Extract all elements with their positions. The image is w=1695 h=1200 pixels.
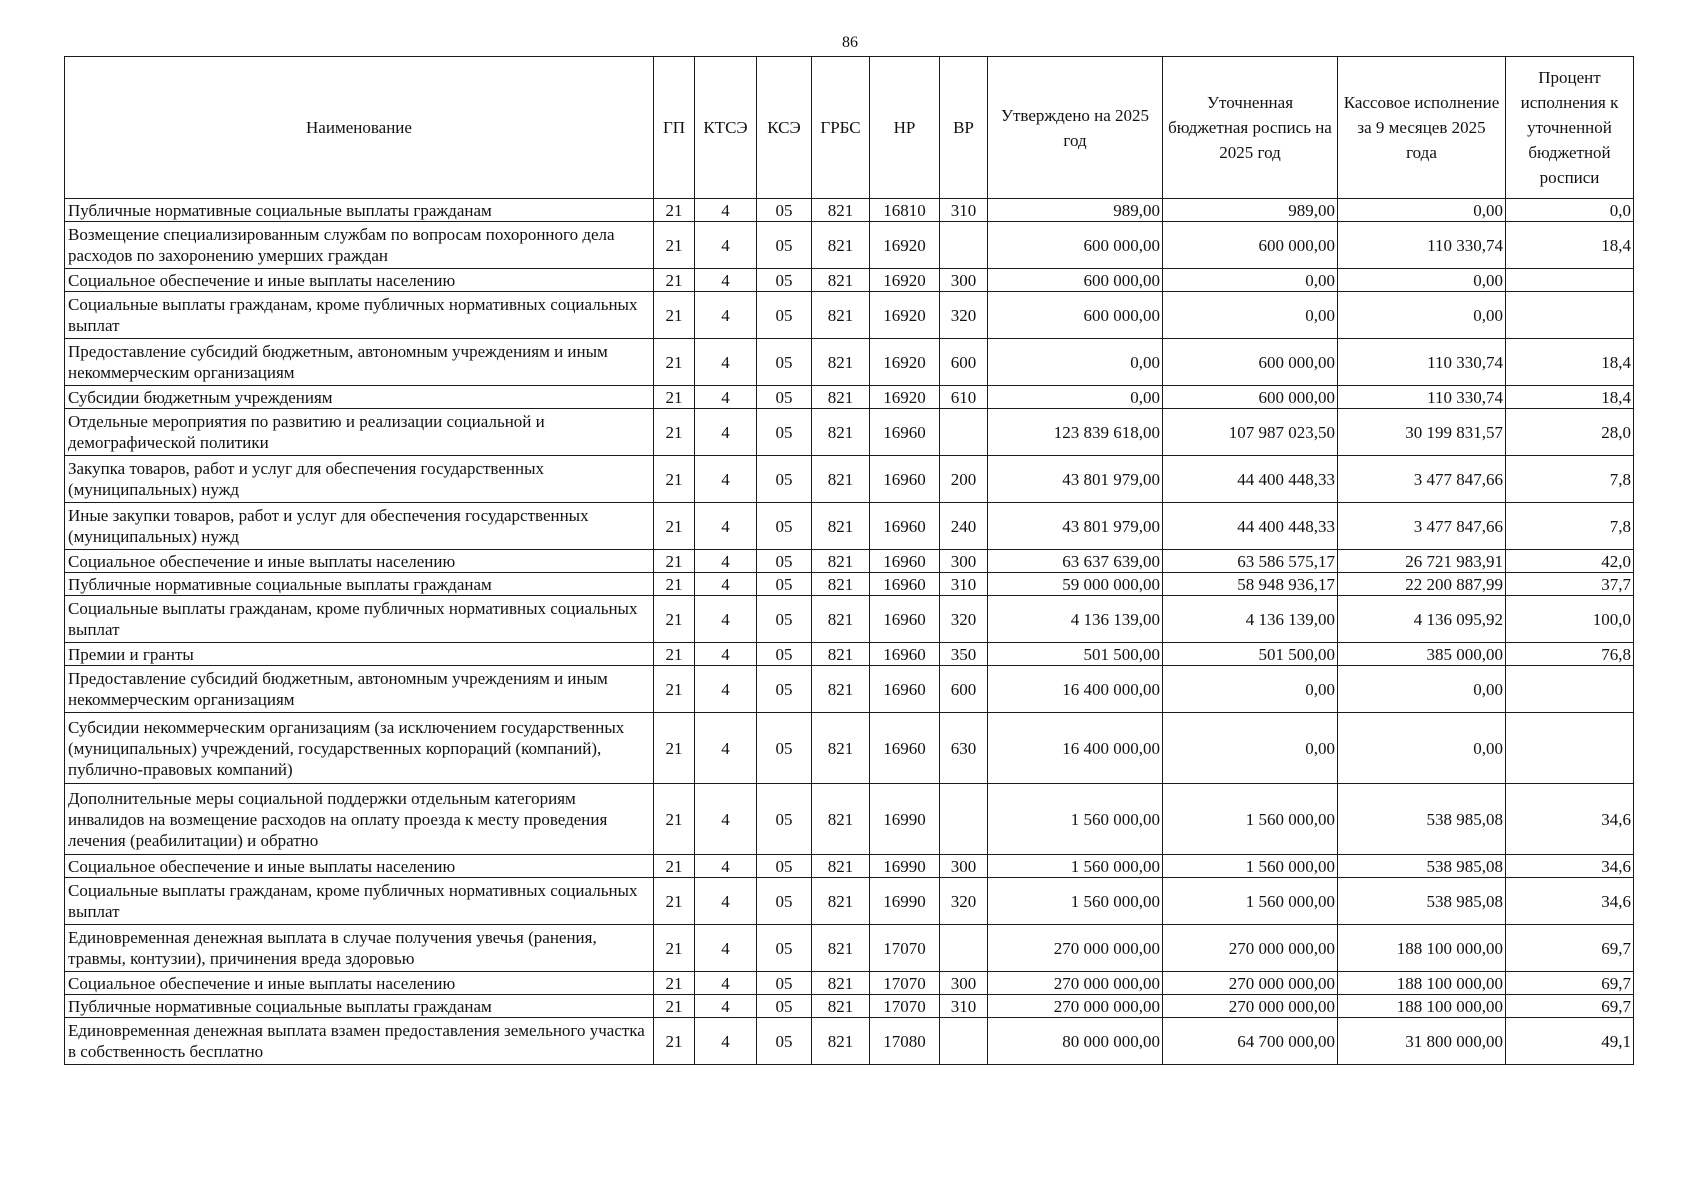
cell-kse: 05 (757, 573, 812, 596)
cell-percent: 18,4 (1506, 339, 1634, 386)
cell-kse: 05 (757, 855, 812, 878)
cell-ktse: 4 (695, 972, 757, 995)
cell-grbs: 821 (812, 925, 870, 972)
cell-refined: 270 000 000,00 (1163, 995, 1338, 1018)
cell-nr: 16920 (870, 222, 940, 269)
cell-vr: 310 (940, 199, 988, 222)
cell-nr: 16960 (870, 503, 940, 550)
cell-percent: 69,7 (1506, 972, 1634, 995)
cell-vr: 300 (940, 972, 988, 995)
cell-refined: 270 000 000,00 (1163, 972, 1338, 995)
cell-name: Предоставление субсидий бюджетным, автономным учреждениям и иным некоммерческим организациям (65, 666, 654, 713)
cell-kse: 05 (757, 666, 812, 713)
cell-nr: 16990 (870, 784, 940, 855)
table-row (65, 222, 1634, 269)
cell-approved: 63 637 639,00 (988, 550, 1163, 573)
cell-grbs: 821 (812, 269, 870, 292)
cell-grbs: 821 (812, 878, 870, 925)
cell-vr: 310 (940, 573, 988, 596)
table-body (65, 199, 1634, 1065)
cell-vr: 240 (940, 503, 988, 550)
table-row (65, 596, 1634, 643)
cell-refined: 600 000,00 (1163, 222, 1338, 269)
cell-gp: 21 (654, 222, 695, 269)
cell-refined: 600 000,00 (1163, 386, 1338, 409)
cell-nr: 16920 (870, 292, 940, 339)
cell-ktse: 4 (695, 1018, 757, 1065)
cell-cash: 110 330,74 (1338, 222, 1506, 269)
cell-approved: 1 560 000,00 (988, 855, 1163, 878)
header-percent: Процент исполнения к уточненной бюджетной росписи (1506, 57, 1634, 199)
cell-nr: 16990 (870, 878, 940, 925)
header-vr: ВР (940, 57, 988, 199)
cell-refined: 270 000 000,00 (1163, 925, 1338, 972)
cell-ktse: 4 (695, 596, 757, 643)
cell-percent: 34,6 (1506, 784, 1634, 855)
cell-grbs: 821 (812, 503, 870, 550)
cell-percent: 69,7 (1506, 995, 1634, 1018)
cell-nr: 16960 (870, 456, 940, 503)
cell-ktse: 4 (695, 409, 757, 456)
cell-refined: 0,00 (1163, 713, 1338, 784)
cell-cash: 30 199 831,57 (1338, 409, 1506, 456)
cell-gp: 21 (654, 550, 695, 573)
cell-kse: 05 (757, 784, 812, 855)
cell-cash: 110 330,74 (1338, 386, 1506, 409)
cell-refined: 1 560 000,00 (1163, 784, 1338, 855)
cell-ktse: 4 (695, 573, 757, 596)
cell-cash: 538 985,08 (1338, 784, 1506, 855)
cell-refined: 501 500,00 (1163, 643, 1338, 666)
cell-kse: 05 (757, 503, 812, 550)
cell-gp: 21 (654, 573, 695, 596)
cell-name: Возмещение специализированным службам по вопросам похоронного дела расходов по захоронению умерших граждан (65, 222, 654, 269)
cell-percent (1506, 269, 1634, 292)
cell-refined: 58 948 936,17 (1163, 573, 1338, 596)
cell-ktse: 4 (695, 386, 757, 409)
cell-gp: 21 (654, 269, 695, 292)
cell-nr: 16960 (870, 713, 940, 784)
cell-vr: 320 (940, 596, 988, 643)
cell-cash: 0,00 (1338, 666, 1506, 713)
cell-refined: 0,00 (1163, 269, 1338, 292)
table-row (65, 573, 1634, 596)
cell-grbs: 821 (812, 339, 870, 386)
cell-approved: 43 801 979,00 (988, 456, 1163, 503)
cell-approved: 123 839 618,00 (988, 409, 1163, 456)
cell-cash: 3 477 847,66 (1338, 456, 1506, 503)
cell-name: Премии и гранты (65, 643, 654, 666)
cell-kse: 05 (757, 550, 812, 573)
cell-gp: 21 (654, 503, 695, 550)
table-row (65, 456, 1634, 503)
table-header-row (65, 57, 1634, 199)
cell-grbs: 821 (812, 456, 870, 503)
table-row (65, 503, 1634, 550)
cell-approved: 16 400 000,00 (988, 666, 1163, 713)
cell-gp: 21 (654, 855, 695, 878)
cell-vr (940, 409, 988, 456)
cell-ktse: 4 (695, 339, 757, 386)
cell-approved: 1 560 000,00 (988, 878, 1163, 925)
cell-cash: 188 100 000,00 (1338, 995, 1506, 1018)
cell-kse: 05 (757, 1018, 812, 1065)
table-row (65, 339, 1634, 386)
cell-vr: 350 (940, 643, 988, 666)
cell-nr: 16960 (870, 596, 940, 643)
cell-kse: 05 (757, 199, 812, 222)
cell-refined: 1 560 000,00 (1163, 878, 1338, 925)
cell-ktse: 4 (695, 222, 757, 269)
cell-name: Единовременная денежная выплата в случае получения увечья (ранения, травмы, контузии), причинения вреда здоровью (65, 925, 654, 972)
cell-percent: 100,0 (1506, 596, 1634, 643)
cell-vr (940, 925, 988, 972)
cell-gp: 21 (654, 456, 695, 503)
cell-cash: 188 100 000,00 (1338, 972, 1506, 995)
cell-nr: 16960 (870, 643, 940, 666)
cell-percent: 49,1 (1506, 1018, 1634, 1065)
cell-vr: 630 (940, 713, 988, 784)
table-row (65, 784, 1634, 855)
cell-nr: 17070 (870, 925, 940, 972)
cell-approved: 0,00 (988, 339, 1163, 386)
cell-grbs: 821 (812, 573, 870, 596)
table-row (65, 199, 1634, 222)
cell-refined: 0,00 (1163, 666, 1338, 713)
cell-gp: 21 (654, 643, 695, 666)
cell-vr: 200 (940, 456, 988, 503)
cell-grbs: 821 (812, 222, 870, 269)
cell-cash: 0,00 (1338, 199, 1506, 222)
cell-gp: 21 (654, 878, 695, 925)
cell-cash: 22 200 887,99 (1338, 573, 1506, 596)
cell-grbs: 821 (812, 972, 870, 995)
cell-percent: 34,6 (1506, 878, 1634, 925)
table-row (65, 713, 1634, 784)
cell-kse: 05 (757, 995, 812, 1018)
cell-vr: 320 (940, 878, 988, 925)
cell-name: Социальные выплаты гражданам, кроме публичных нормативных социальных выплат (65, 878, 654, 925)
cell-name: Отдельные мероприятия по развитию и реализации социальной и демографической политики (65, 409, 654, 456)
cell-percent: 18,4 (1506, 386, 1634, 409)
cell-grbs: 821 (812, 713, 870, 784)
cell-grbs: 821 (812, 1018, 870, 1065)
cell-kse: 05 (757, 878, 812, 925)
cell-percent (1506, 666, 1634, 713)
cell-vr: 600 (940, 339, 988, 386)
cell-kse: 05 (757, 339, 812, 386)
table-row (65, 878, 1634, 925)
table-row (65, 292, 1634, 339)
cell-nr: 16810 (870, 199, 940, 222)
cell-gp: 21 (654, 409, 695, 456)
cell-grbs: 821 (812, 292, 870, 339)
table-row (65, 409, 1634, 456)
header-nr: НР (870, 57, 940, 199)
cell-approved: 1 560 000,00 (988, 784, 1163, 855)
cell-name: Предоставление субсидий бюджетным, автономным учреждениям и иным некоммерческим организациям (65, 339, 654, 386)
cell-kse: 05 (757, 643, 812, 666)
cell-name: Субсидии некоммерческим организациям (за исключением государственных (муниципальных) учреждений, государственных корпораций (компаний), публично-правовых компаний) (65, 713, 654, 784)
cell-cash: 31 800 000,00 (1338, 1018, 1506, 1065)
cell-name: Субсидии бюджетным учреждениям (65, 386, 654, 409)
table-row (65, 995, 1634, 1018)
cell-gp: 21 (654, 596, 695, 643)
cell-nr: 16960 (870, 666, 940, 713)
cell-cash: 3 477 847,66 (1338, 503, 1506, 550)
page-number: 86 (842, 34, 858, 51)
cell-ktse: 4 (695, 292, 757, 339)
cell-refined: 989,00 (1163, 199, 1338, 222)
table-row (65, 550, 1634, 573)
header-ktse: КТСЭ (695, 57, 757, 199)
cell-grbs: 821 (812, 643, 870, 666)
cell-vr: 300 (940, 855, 988, 878)
table-row (65, 1018, 1634, 1065)
cell-percent: 28,0 (1506, 409, 1634, 456)
cell-percent: 7,8 (1506, 456, 1634, 503)
cell-grbs: 821 (812, 784, 870, 855)
cell-percent: 42,0 (1506, 550, 1634, 573)
cell-kse: 05 (757, 713, 812, 784)
cell-vr: 610 (940, 386, 988, 409)
cell-kse: 05 (757, 292, 812, 339)
cell-approved: 4 136 139,00 (988, 596, 1163, 643)
cell-approved: 80 000 000,00 (988, 1018, 1163, 1065)
cell-cash: 538 985,08 (1338, 855, 1506, 878)
cell-percent (1506, 292, 1634, 339)
cell-refined: 600 000,00 (1163, 339, 1338, 386)
cell-kse: 05 (757, 925, 812, 972)
cell-grbs: 821 (812, 409, 870, 456)
cell-gp: 21 (654, 199, 695, 222)
cell-ktse: 4 (695, 925, 757, 972)
cell-ktse: 4 (695, 643, 757, 666)
cell-approved: 270 000 000,00 (988, 972, 1163, 995)
cell-percent: 69,7 (1506, 925, 1634, 972)
cell-cash: 0,00 (1338, 713, 1506, 784)
cell-gp: 21 (654, 292, 695, 339)
cell-refined: 44 400 448,33 (1163, 503, 1338, 550)
cell-gp: 21 (654, 1018, 695, 1065)
cell-approved: 43 801 979,00 (988, 503, 1163, 550)
header-approved: Утверждено на 2025 год (988, 57, 1163, 199)
cell-cash: 0,00 (1338, 269, 1506, 292)
cell-percent: 18,4 (1506, 222, 1634, 269)
cell-approved: 600 000,00 (988, 222, 1163, 269)
cell-gp: 21 (654, 386, 695, 409)
cell-name: Закупка товаров, работ и услуг для обеспечения государственных (муниципальных) нужд (65, 456, 654, 503)
cell-gp: 21 (654, 972, 695, 995)
header-name: Наименование (65, 57, 654, 199)
cell-percent: 76,8 (1506, 643, 1634, 666)
header-cash: Кассовое исполнение за 9 месяцев 2025 года (1338, 57, 1506, 199)
cell-gp: 21 (654, 925, 695, 972)
cell-ktse: 4 (695, 199, 757, 222)
cell-percent (1506, 713, 1634, 784)
cell-cash: 4 136 095,92 (1338, 596, 1506, 643)
cell-refined: 44 400 448,33 (1163, 456, 1338, 503)
cell-ktse: 4 (695, 503, 757, 550)
cell-name: Социальные выплаты гражданам, кроме публичных нормативных социальных выплат (65, 596, 654, 643)
cell-ktse: 4 (695, 995, 757, 1018)
cell-kse: 05 (757, 972, 812, 995)
cell-grbs: 821 (812, 995, 870, 1018)
header-refined: Уточненная бюджетная роспись на 2025 год (1163, 57, 1338, 199)
header-grbs: ГРБС (812, 57, 870, 199)
cell-percent: 0,0 (1506, 199, 1634, 222)
cell-gp: 21 (654, 995, 695, 1018)
cell-grbs: 821 (812, 666, 870, 713)
table-row (65, 925, 1634, 972)
cell-vr: 300 (940, 550, 988, 573)
cell-nr: 17080 (870, 1018, 940, 1065)
cell-ktse: 4 (695, 269, 757, 292)
cell-grbs: 821 (812, 596, 870, 643)
cell-refined: 0,00 (1163, 292, 1338, 339)
cell-nr: 16960 (870, 550, 940, 573)
cell-refined: 63 586 575,17 (1163, 550, 1338, 573)
cell-ktse: 4 (695, 550, 757, 573)
cell-vr: 320 (940, 292, 988, 339)
table-row (65, 643, 1634, 666)
cell-approved: 600 000,00 (988, 292, 1163, 339)
cell-nr: 17070 (870, 972, 940, 995)
cell-name: Социальные выплаты гражданам, кроме публичных нормативных социальных выплат (65, 292, 654, 339)
cell-vr: 300 (940, 269, 988, 292)
cell-name: Социальное обеспечение и иные выплаты населению (65, 855, 654, 878)
table-row (65, 269, 1634, 292)
cell-refined: 4 136 139,00 (1163, 596, 1338, 643)
cell-ktse: 4 (695, 855, 757, 878)
table-row (65, 855, 1634, 878)
cell-cash: 188 100 000,00 (1338, 925, 1506, 972)
cell-percent: 7,8 (1506, 503, 1634, 550)
cell-grbs: 821 (812, 199, 870, 222)
cell-kse: 05 (757, 596, 812, 643)
cell-nr: 16960 (870, 573, 940, 596)
cell-nr: 16960 (870, 409, 940, 456)
cell-ktse: 4 (695, 784, 757, 855)
cell-name: Единовременная денежная выплата взамен предоставления земельного участка в собственность бесплатно (65, 1018, 654, 1065)
cell-approved: 270 000 000,00 (988, 925, 1163, 972)
cell-gp: 21 (654, 713, 695, 784)
cell-name: Социальное обеспечение и иные выплаты населению (65, 269, 654, 292)
cell-kse: 05 (757, 456, 812, 503)
cell-cash: 385 000,00 (1338, 643, 1506, 666)
cell-cash: 0,00 (1338, 292, 1506, 339)
cell-cash: 110 330,74 (1338, 339, 1506, 386)
cell-name: Иные закупки товаров, работ и услуг для обеспечения государственных (муниципальных) нужд (65, 503, 654, 550)
cell-kse: 05 (757, 222, 812, 269)
cell-approved: 989,00 (988, 199, 1163, 222)
cell-cash: 26 721 983,91 (1338, 550, 1506, 573)
cell-name: Публичные нормативные социальные выплаты гражданам (65, 995, 654, 1018)
cell-nr: 16990 (870, 855, 940, 878)
header-gp: ГП (654, 57, 695, 199)
cell-approved: 600 000,00 (988, 269, 1163, 292)
cell-approved: 0,00 (988, 386, 1163, 409)
table-row (65, 972, 1634, 995)
table-row (65, 386, 1634, 409)
cell-gp: 21 (654, 339, 695, 386)
cell-nr: 16920 (870, 269, 940, 292)
cell-cash: 538 985,08 (1338, 878, 1506, 925)
cell-name: Дополнительные меры социальной поддержки отдельным категориям инвалидов на возмещение расходов на оплату проезда к месту проведения лечения (реабилитации) и обратно (65, 784, 654, 855)
cell-percent: 37,7 (1506, 573, 1634, 596)
cell-refined: 64 700 000,00 (1163, 1018, 1338, 1065)
cell-vr: 600 (940, 666, 988, 713)
cell-name: Публичные нормативные социальные выплаты гражданам (65, 573, 654, 596)
cell-approved: 59 000 000,00 (988, 573, 1163, 596)
cell-name: Социальное обеспечение и иные выплаты населению (65, 550, 654, 573)
cell-kse: 05 (757, 386, 812, 409)
cell-gp: 21 (654, 784, 695, 855)
table-row (65, 666, 1634, 713)
cell-vr (940, 222, 988, 269)
cell-approved: 501 500,00 (988, 643, 1163, 666)
cell-vr: 310 (940, 995, 988, 1018)
cell-gp: 21 (654, 666, 695, 713)
cell-kse: 05 (757, 269, 812, 292)
header-kse: КСЭ (757, 57, 812, 199)
budget-execution-table (64, 56, 1634, 1065)
cell-vr (940, 784, 988, 855)
cell-ktse: 4 (695, 878, 757, 925)
cell-refined: 1 560 000,00 (1163, 855, 1338, 878)
cell-kse: 05 (757, 409, 812, 456)
cell-ktse: 4 (695, 456, 757, 503)
cell-nr: 16920 (870, 339, 940, 386)
cell-name: Социальное обеспечение и иные выплаты населению (65, 972, 654, 995)
cell-refined: 107 987 023,50 (1163, 409, 1338, 456)
cell-ktse: 4 (695, 713, 757, 784)
cell-vr (940, 1018, 988, 1065)
cell-name: Публичные нормативные социальные выплаты гражданам (65, 199, 654, 222)
cell-grbs: 821 (812, 855, 870, 878)
cell-grbs: 821 (812, 386, 870, 409)
cell-approved: 16 400 000,00 (988, 713, 1163, 784)
cell-nr: 16920 (870, 386, 940, 409)
cell-nr: 17070 (870, 995, 940, 1018)
cell-approved: 270 000 000,00 (988, 995, 1163, 1018)
cell-percent: 34,6 (1506, 855, 1634, 878)
cell-grbs: 821 (812, 550, 870, 573)
cell-ktse: 4 (695, 666, 757, 713)
